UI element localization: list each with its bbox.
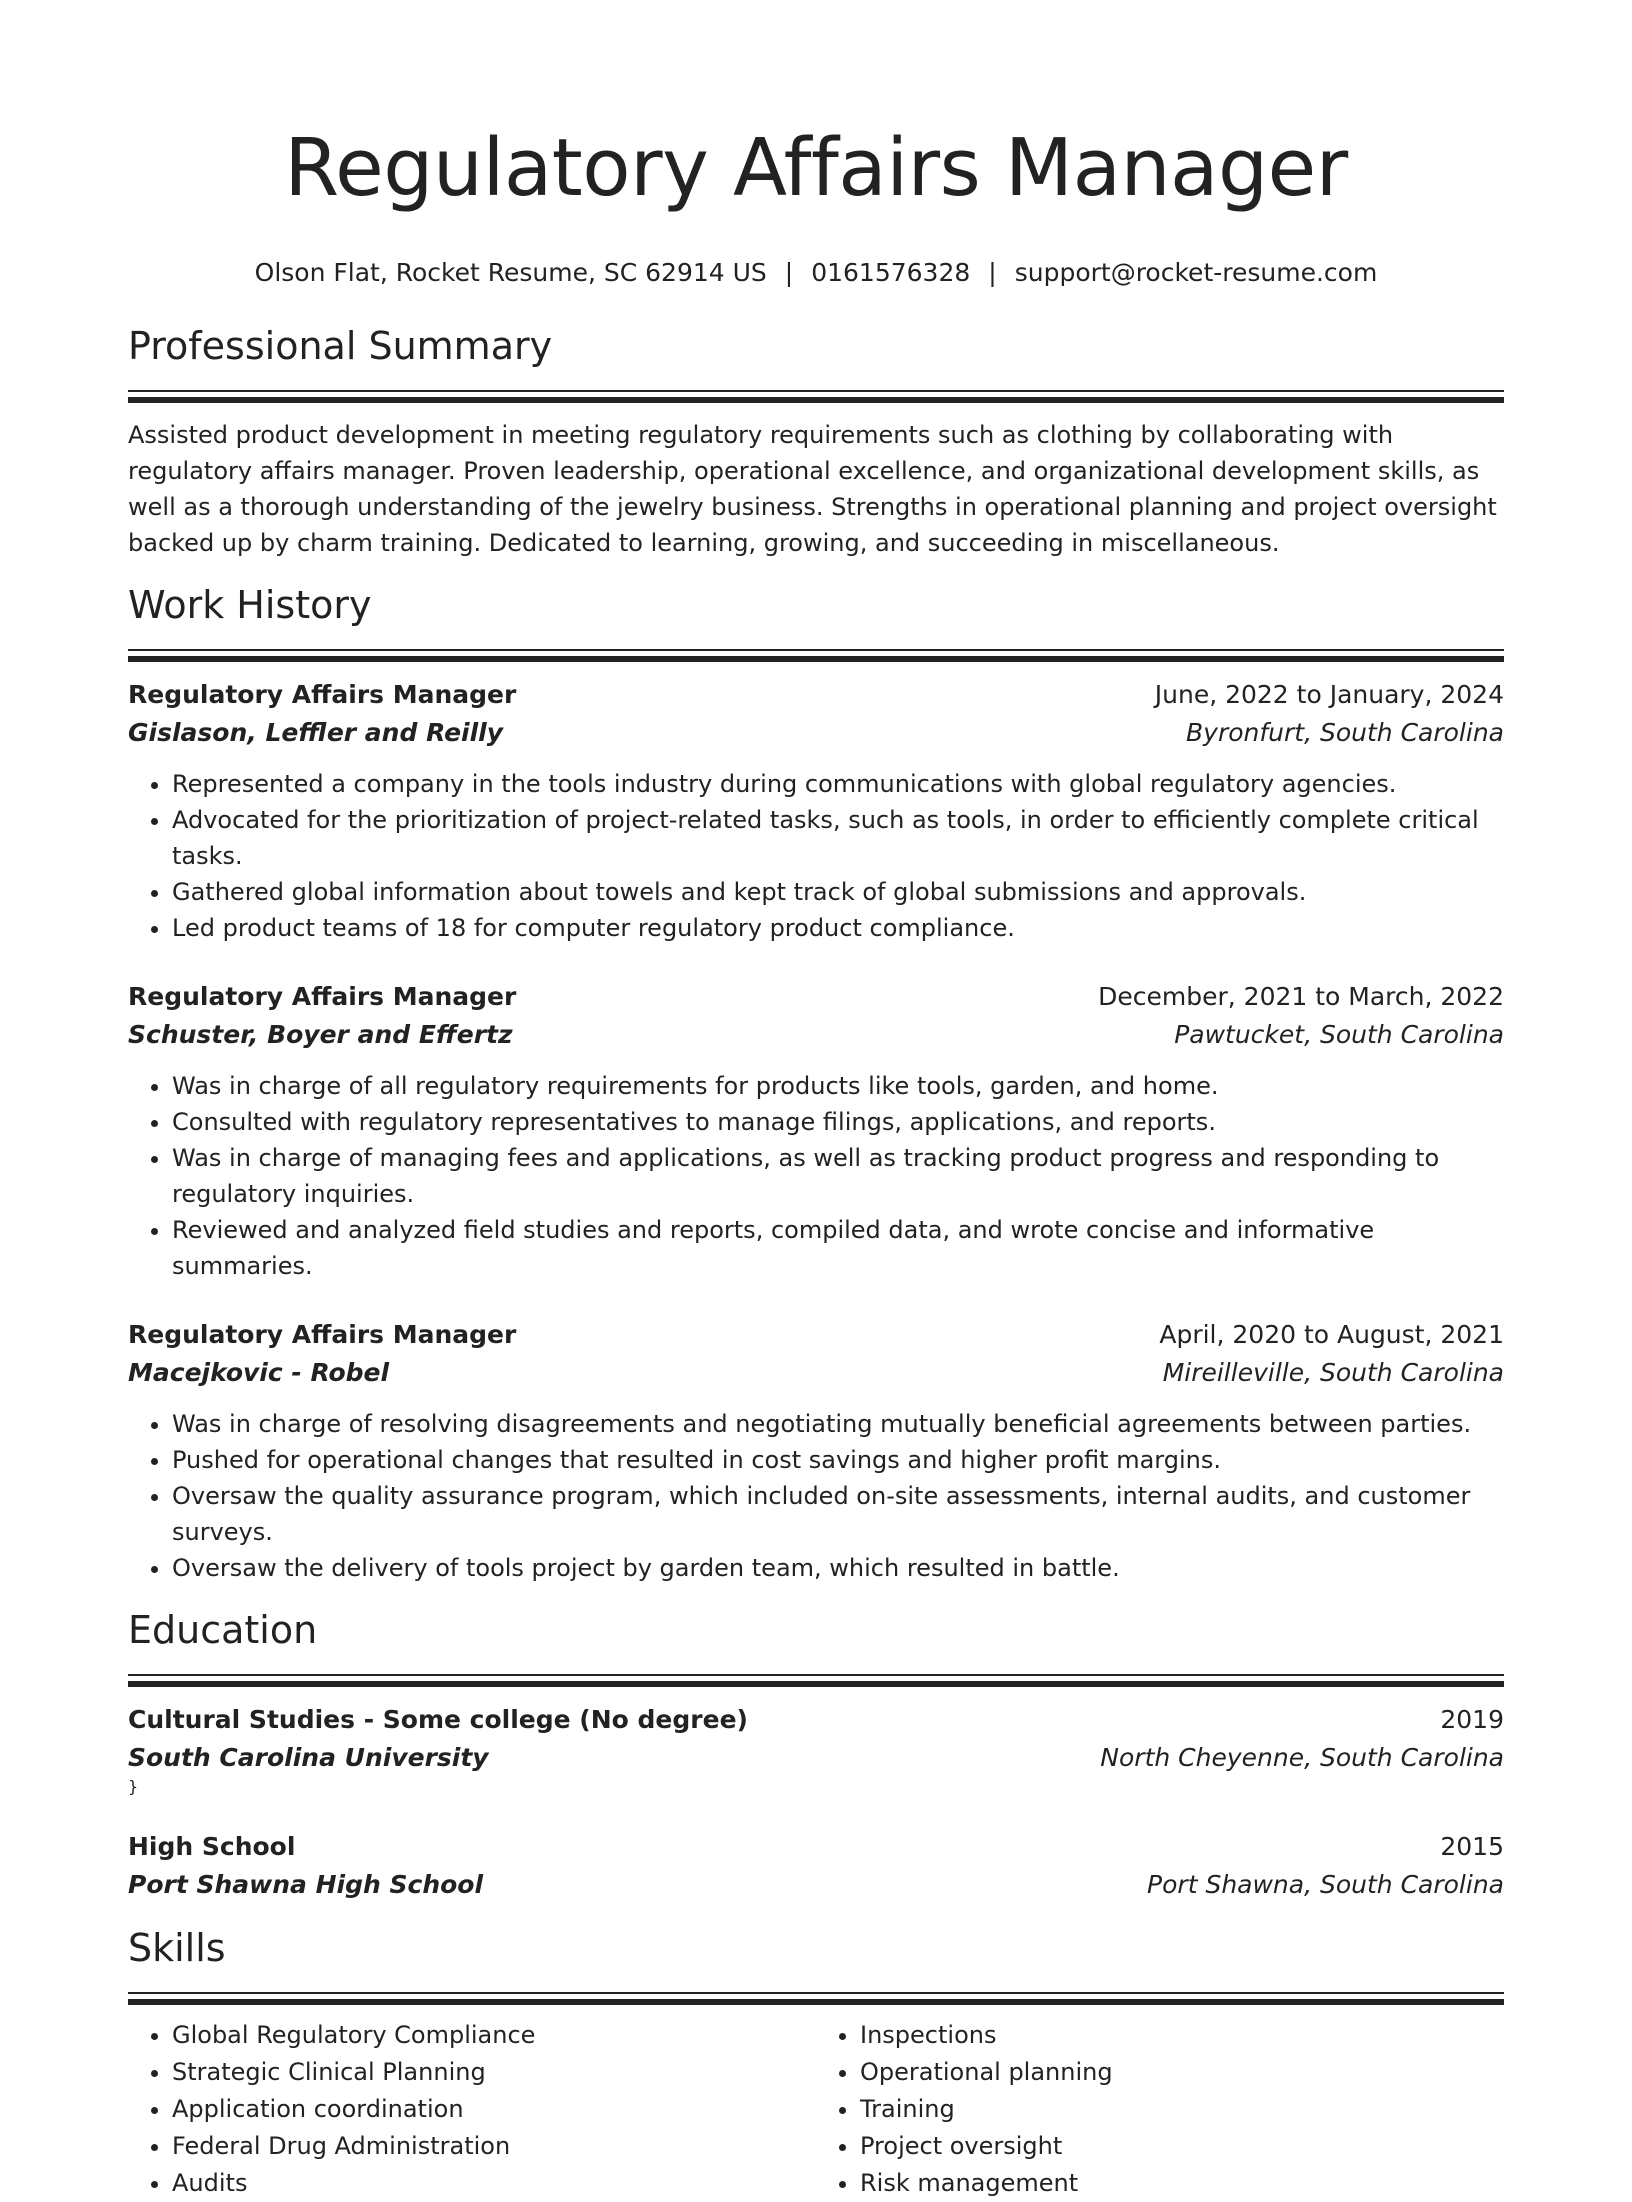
- skill-item: • Training: [860, 2091, 1504, 2128]
- section-divider: [128, 649, 1504, 662]
- contact-separator: |: [784, 258, 794, 287]
- job-role: Regulatory Affairs Manager: [128, 1320, 517, 1349]
- job-company: Macejkovic - Robel: [128, 1358, 390, 1387]
- job-entry: [128, 1316, 1504, 1586]
- job-bullet: • Pushed for operational changes that resulted in cost savings and higher profit margins.: [172, 1442, 1504, 1478]
- education-entry: Cultural Studies - Some college (No degree) 2019 South Carolina University North Cheyenne, South Carolina } High School 2015 Port Shawna High School Port Shawna, South Carolina: [128, 1701, 1504, 1904]
- section-title-work-history: Work History: [128, 583, 372, 627]
- job-header: [128, 978, 1504, 1016]
- education-year: 2015: [1440, 1832, 1504, 1861]
- job-subheader: [128, 1016, 1504, 1054]
- skills-list-left: [128, 2017, 816, 2202]
- job-bullet: • Oversaw the delivery of tools project by garden team, which resulted in battle.: [172, 1550, 1504, 1586]
- job-bullet: • Was in charge of managing fees and applications, as well as tracking product progress and responding to regulatory inquiries.: [172, 1140, 1504, 1212]
- job-dates: April, 2020 to August, 2021: [1159, 1320, 1504, 1349]
- section-divider: [128, 1992, 1504, 2005]
- job-bullet: • Gathered global information about towels and kept track of global submissions and approvals.: [172, 874, 1504, 910]
- section-title-summary: Professional Summary: [128, 324, 553, 368]
- education-section: [128, 1604, 1504, 2202]
- section-divider: [128, 1674, 1504, 1687]
- education-subheader: [128, 1866, 1504, 1904]
- education-location: North Cheyenne, South Carolina: [1100, 1743, 1504, 1772]
- section-title-education: Education: [128, 1608, 318, 1652]
- skill-item: • Strategic Clinical Planning: [172, 2054, 816, 2091]
- section-title-skills: Skills: [128, 1926, 226, 1970]
- education-header: [128, 1828, 1504, 1866]
- job-bullet: • Led product teams of 18 for computer regulatory product compliance.: [172, 910, 1504, 946]
- education-header: [128, 1701, 1504, 1739]
- resume-title: Regulatory Affairs Manager: [284, 122, 1348, 214]
- job-bullet: • Reviewed and analyzed field studies and reports, compiled data, and wrote concise and informative summaries.: [172, 1212, 1504, 1284]
- job-header: [128, 1316, 1504, 1354]
- education-degree: Cultural Studies - Some college (No degree): [128, 1705, 748, 1734]
- skill-item: • Inspections: [860, 2017, 1504, 2054]
- summary-section: [128, 320, 1504, 561]
- summary-text: Assisted product development in meeting regulatory requirements such as clothing by collaborating with regulatory affairs manager. Proven leadership, operational excellence, and organizational development skills, as well as a thorough understanding of the jewelry business. Strengths in operational planning and project oversight backed up by charm training. Dedicated to learning, growing, and succeeding in miscellaneous.: [128, 421, 1497, 557]
- job-bullet: • Advocated for the prioritization of project-related tasks, such as tools, in order to efficiently complete critical tasks.: [172, 802, 1504, 874]
- skill-item: • Audits: [172, 2165, 816, 2202]
- skill-item: • Project oversight: [860, 2128, 1504, 2165]
- education-entry: [128, 1828, 1504, 1904]
- job-subheader: [128, 1354, 1504, 1392]
- job-entry: [128, 676, 1504, 946]
- job-company: Schuster, Boyer and Effertz: [128, 1020, 513, 1049]
- job-bullets: [128, 1406, 1504, 1586]
- job-entry: [128, 978, 1504, 1284]
- education-subheader: [128, 1739, 1504, 1777]
- job-location: Byronfurt, South Carolina: [1186, 718, 1504, 747]
- contact-separator: |: [988, 258, 997, 287]
- skill-item: • Risk management: [860, 2165, 1504, 2202]
- job-bullet: • Represented a company in the tools industry during communications with global regulatory agencies.: [172, 766, 1504, 802]
- education-year: 2019: [1440, 1705, 1504, 1734]
- job-bullets: [128, 766, 1504, 946]
- job-dates: December, 2021 to March, 2022: [1098, 982, 1504, 1011]
- education-school: South Carolina University: [128, 1743, 489, 1772]
- job-bullets: [128, 1068, 1504, 1284]
- contact-email: support@rocket-resume.com: [1014, 258, 1378, 287]
- skill-item: • Operational planning: [860, 2054, 1504, 2091]
- skill-item: • Application coordination: [172, 2091, 816, 2128]
- education-degree: High School: [128, 1832, 296, 1861]
- job-location: Mireilleville, South Carolina: [1162, 1358, 1504, 1387]
- skills-list-right: [816, 2017, 1504, 2202]
- contact-address: Olson Flat, Rocket Resume, SC 62914 US: [254, 258, 767, 287]
- section-divider: [128, 390, 1504, 403]
- contact-phone: 0161576328: [811, 258, 971, 287]
- skill-item: • Global Regulatory Compliance: [172, 2017, 816, 2054]
- job-header: [128, 676, 1504, 714]
- education-school: Port Shawna High School: [128, 1870, 484, 1899]
- skills-section: [128, 1922, 1504, 2202]
- job-bullet: • Consulted with regulatory representatives to manage filings, applications, and reports.: [172, 1104, 1504, 1140]
- job-location: Pawtucket, South Carolina: [1174, 1020, 1504, 1049]
- work-history-section: [128, 579, 1504, 1586]
- skill-item: • Federal Drug Administration: [172, 2128, 816, 2165]
- skills-columns: [128, 2005, 1504, 2202]
- job-company: Gislason, Leffler and Reilly: [128, 718, 504, 747]
- job-bullet: • Oversaw the quality assurance program, which included on-site assessments, internal audits, and customer surveys.: [172, 1478, 1504, 1550]
- job-role: Regulatory Affairs Manager: [128, 982, 517, 1011]
- job-bullet: • Was in charge of resolving disagreements and negotiating mutually beneficial agreements between parties.: [172, 1406, 1504, 1442]
- job-role: Regulatory Affairs Manager: [128, 680, 517, 709]
- job-subheader: [128, 714, 1504, 752]
- contact-line: [128, 256, 1504, 290]
- education-location: Port Shawna, South Carolina: [1147, 1870, 1504, 1899]
- job-dates: June, 2022 to January, 2024: [1154, 680, 1504, 709]
- job-bullet: • Was in charge of all regulatory requirements for products like tools, garden, and home.: [172, 1068, 1504, 1104]
